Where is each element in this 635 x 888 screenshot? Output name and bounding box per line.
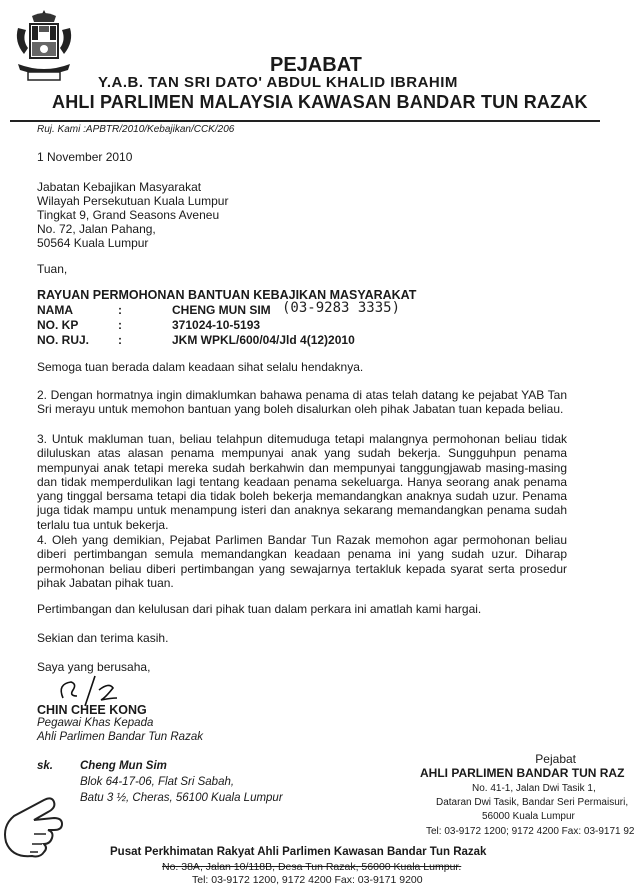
ruj-label: NO. RUJ. [37,333,90,347]
recipient-address [37,180,228,250]
sk-address-line: Batu 3 ½, Cheras, 56100 Kuala Lumpur [80,792,283,804]
reference-number: Ruj. Kami :APBTR/2010/Kebajikan/CCK/206 [37,124,235,135]
letterhead-yab-name: Y.A.B. TAN SRI DATO' ABDUL KHALID IBRAHIM [98,74,458,91]
stamp-address-line: Dataran Dwi Tasik, Bandar Seri Permaisuri, [436,797,629,808]
stamp-pejabat: Pejabat [535,752,576,766]
subject-line: RAYUAN PERMOHONAN BANTUAN KEBAJIKAN MASYARAKAT [37,288,417,302]
footer-title: Pusat Perkhimatan Rakyat Ahli Parlimen Kawasan Bandar Tun Razak [110,846,487,858]
body-greeting: Semoga tuan berada dalam keadaan sihat selalu hendaknya. [37,360,364,374]
stamp-phone: Tel: 03-9172 1200; 9172 4200 Fax: 03-9171 92 [426,826,635,837]
kp-label: NO. KP [37,318,79,332]
salutation: Tuan, [37,262,68,276]
header-divider [10,120,600,122]
stamp-address-line: No. 41-1, Jalan Dwi Tasik 1, [472,783,596,794]
recipient-line: Jabatan Kebajikan Masyarakat [37,180,202,194]
stamp-title: AHLI PARLIMEN BANDAR TUN RAZ [420,766,625,780]
kp-colon: : [118,318,122,332]
body-paragraph-5: Pertimbangan dan kelulusan dari pihak tuan dalam perkara ini amatlah kami hargai. [37,602,482,616]
recipient-line: No. 72, Jalan Pahang, [37,222,156,236]
sk-address-line: Blok 64-17-06, Flat Sri Sabah, [80,776,235,788]
body-paragraph-4: 4. Oleh yang demikian, Pejabat Parlimen Bandar Tun Razak memohon agar permohonan beliau diberi pertimbangan semula memandangkan keadaan penama ini yang sudah uzur. Diharap permohonan beliau diberi pertimbangan yang sewajarnya tertakluk kepada syarat serta prosedur pihak Jabatan pihak tuan. [37,533,567,590]
recipient-line: Tingkat 9, Grand Seasons Aveneu [37,208,220,222]
ruj-colon: : [118,333,122,347]
sk-label: sk. [37,760,53,772]
footer-phone: Tel: 03-9172 1200, 9172 4200 Fax: 03-9171 9200 [192,874,423,886]
letterhead-pejabat: PEJABAT [270,54,362,76]
closing: Saya yang berusaha, [37,660,151,674]
nama-label: NAMA [37,303,73,317]
handwritten-phone: (03-9283 3335) [282,300,401,316]
signatory-office: Ahli Parlimen Bandar Tun Razak [37,731,203,743]
recipient-line: 50564 Kuala Lumpur [37,236,149,250]
kp-value: 371024-10-5193 [172,318,261,332]
recipient-line: Wilayah Persekutuan Kuala Lumpur [37,194,229,208]
coat-of-arms-emblem [12,8,76,88]
signatory-role: Pegawai Khas Kepada [37,717,154,729]
nama-colon: : [118,303,122,317]
nama-value: CHENG MUN SIM [172,303,271,317]
ruj-value: JKM WPKL/600/04/Jld 4(12)2010 [172,333,355,347]
sk-name: Cheng Mun Sim [80,760,167,772]
pointing-hand-icon [0,772,72,872]
signatory-name: CHIN CHEE KONG [37,703,147,717]
body-paragraph-3: 3. Untuk makluman tuan, beliau telahpun ditemuduga tetapi malangnya permohonan beliau tidak diluluskan atas alasan penama mempunyai anak yang sudah bekerja. Sungguhpun penama mempunyai anak tetapi mereka sudah berkahwin dan mempunyai tanggungjawab masing-masing dan tidak memperdulikan lagi tentang keadaan penama sekeluarga. Hanya seorang anak penama yang tinggal bersama tetapi dia tidak boleh bekerja memandangkan anaknya sudah uzur. Penama juga tidak mampu untuk menampung isteri dan anaknya sekarang memandangkan penama sudah terlalu tua untuk bekerja. [37,432,567,532]
footer-address-struck: No. 38A, Jalan 10/118B, Desa Tun Razak, 56000 Kuala Lumpur. [162,861,462,873]
letter-date: 1 November 2010 [37,150,133,164]
body-paragraph-6: Sekian dan terima kasih. [37,631,169,645]
body-paragraph-2: 2. Dengan hormatnya ingin dimaklumkan bahawa penama di atas telah datang ke pejabat YAB Tan Sri merayu untuk memohon bantuan yang boleh disalurkan oleh pihak Jabatan tuan kepada beliau. [37,388,567,417]
letterhead-title: AHLI PARLIMEN MALAYSIA KAWASAN BANDAR TUN RAZAK [52,92,588,112]
stamp-address-line: 56000 Kuala Lumpur [482,811,575,822]
